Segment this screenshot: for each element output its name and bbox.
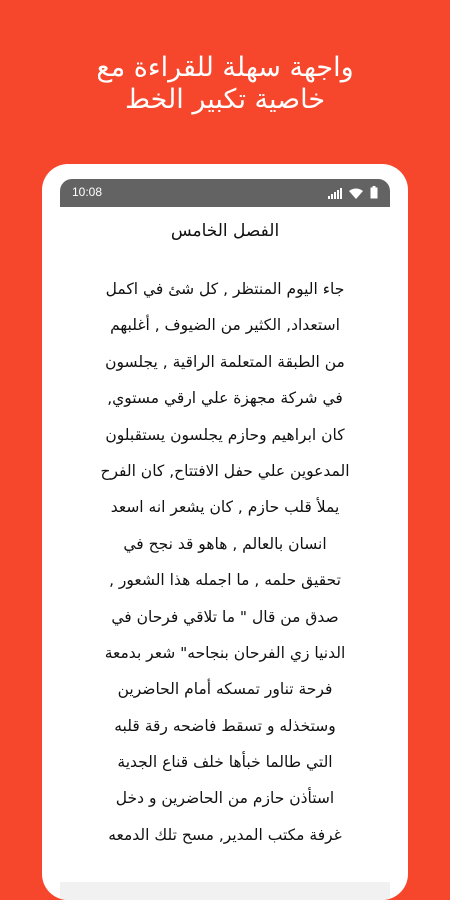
wifi-icon (349, 188, 363, 199)
promo-headline (0, 52, 450, 116)
body-line: كان ابراهيم وحازم يجلسون يستقبلون (105, 425, 345, 444)
body-line: استعداد, الكثير من الضيوف , أغلبهم (110, 316, 340, 335)
body-line: الدنيا زي الفرحان بنجاحه" شعر بدمعة (104, 643, 346, 662)
body-line: انسان بالعالم , هاهو قد نجح في (123, 534, 327, 553)
status-icons (328, 185, 378, 199)
body-line: من الطبقة المتعلمة الراقية , يجلسون (105, 352, 345, 371)
promo-headline-line-1: واجهة سهلة للقراءة مع (96, 52, 354, 83)
body-line: المدعوين علي حفل الافتتاح, كان الفرح (100, 461, 350, 480)
body-line: استأذن حازم من الحاضرين و دخل (115, 789, 335, 808)
status-bar (60, 179, 390, 207)
promo-headline-line-2: خاصية تكبير الخط (124, 84, 326, 115)
body-line: فرحة تناور تمسكه أمام الحاضرين (117, 680, 333, 699)
bottom-strip (60, 882, 390, 900)
status-time: 10:08 (72, 185, 103, 199)
body-line: صدق من قال " ما تلاقي فرحان في (111, 607, 339, 626)
battery-icon (370, 186, 378, 199)
body-line: وستخذله و تسقط فاضحه رقة قلبه (114, 716, 336, 735)
chapter-body[interactable] (60, 271, 390, 853)
body-line: غرفة مكتب المدير, مسح تلك الدمعه (108, 825, 342, 844)
chapter-title: الفصل الخامس (170, 221, 280, 241)
signal-icon (328, 188, 342, 199)
body-line: في شركة مجهزة علي ارقي مستوي, (107, 389, 343, 408)
body-line: تحقيق حلمه , ما اجمله هذا الشعور , (109, 571, 341, 590)
phone-mockup (42, 164, 408, 900)
body-line: يملأ قلب حازم , كان يشعر انه اسعد (110, 498, 340, 517)
body-line: جاء اليوم المنتظر , كل شئ في اكمل (105, 280, 345, 298)
body-line: التي طالما خبأها خلف قناع الجدية (117, 753, 333, 772)
